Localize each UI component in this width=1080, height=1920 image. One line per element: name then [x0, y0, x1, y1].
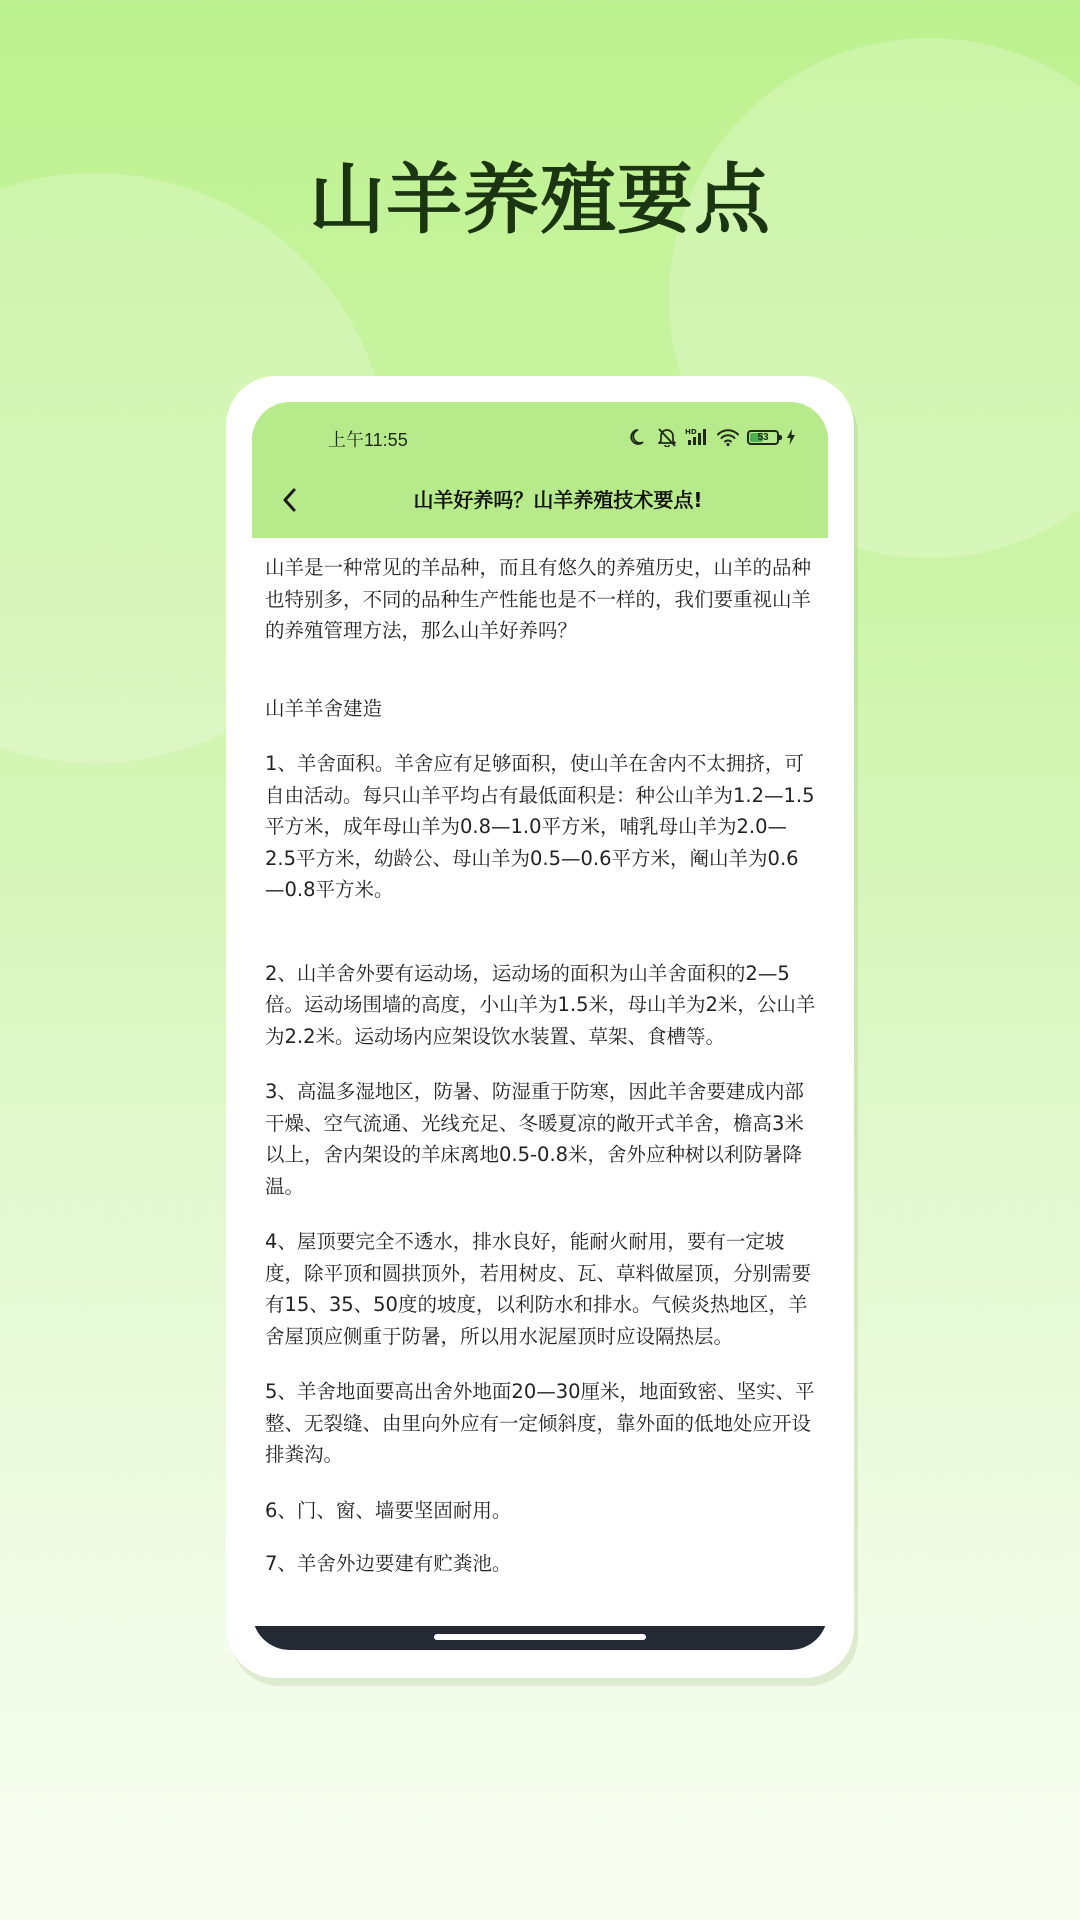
- battery-icon: [747, 430, 779, 445]
- moon-icon: [629, 427, 649, 447]
- article-paragraph: 2、山羊舍外要有运动场，运动场的面积为山羊舍面积的2—5倍。运动场围墙的高度，小山羊为1.5米，母山羊为2米，公山羊为2.2米。运动场内应架设饮水装置、草架、食槽等。: [265, 961, 816, 1048]
- chevron-left-icon: [279, 486, 301, 514]
- article-section-heading: 山羊羊舍建造: [265, 696, 383, 720]
- svg-text:HD: HD: [685, 428, 697, 436]
- home-indicator[interactable]: [434, 1634, 646, 1640]
- back-button[interactable]: [272, 478, 308, 522]
- status-time: 上午11:55: [328, 430, 408, 450]
- battery-level: 53: [757, 431, 769, 443]
- article-paragraph: 1、羊舍面积。羊舍应有足够面积，使山羊在舍内不太拥挤，可自由活动。每只山羊平均占有最低面积是：种公山羊为1.2—1.5平方米，成年母山羊为0.8—1.0平方米，哺乳母山羊为2.0—2.5平方米，幼龄公、母山羊为0.5—0.6平方米，阉山羊为0.6—0.8平方米。: [265, 752, 815, 901]
- article-intro: 山羊是一种常见的羊品种，而且有悠久的养殖历史，山羊的品种也特别多，不同的品种生产性能也是不一样的，我们要重视山羊的养殖管理方法，那么山羊好养吗？: [265, 556, 812, 642]
- article-body: [265, 552, 818, 1580]
- mute-icon: [656, 427, 678, 447]
- phone-screen: [252, 402, 828, 1650]
- promo-title: 山羊养殖要点: [309, 155, 771, 244]
- article-paragraph: 7、羊舍外边要建有贮粪池。: [265, 1552, 512, 1575]
- signal-icon: [685, 427, 709, 447]
- status-icons: [629, 424, 796, 450]
- system-nav-bar: [252, 1626, 828, 1650]
- app-header: [252, 402, 828, 538]
- article-paragraph: 6、门、窗、墙要坚固耐用。: [265, 1498, 512, 1522]
- article-paragraph: 4、屋顶要完全不透水，排水良好，能耐火耐用，要有一定坡度，除平顶和圆拱顶外，若用树皮、瓦、草料做屋顶，分别需要有15、35、50度的坡度，以利防水和排水。气候炎热地区，羊舍屋顶应侧重于防暑，所以用水泥屋顶时应设隔热层。: [265, 1230, 812, 1348]
- wifi-icon: [716, 427, 740, 447]
- article-paragraph: 3、高温多湿地区，防暑、防湿重于防寒，因此羊舍要建成内部干燥、空气流通、光线充足、冬暖夏凉的敞开式羊舍，檐高3米以上，舍内架设的羊床离地0.5-0.8米，舍外应种树以利防暑降温。: [265, 1080, 804, 1198]
- charging-icon: [786, 429, 796, 445]
- article-paragraph: 5、羊舍地面要高出舍外地面20—30厘米，地面致密、坚实、平整、无裂缝、由里向外应有一定倾斜度，靠外面的低地处应开设排粪沟。: [265, 1380, 815, 1466]
- page-title: 山羊好养吗？山羊养殖技术要点!: [413, 488, 703, 512]
